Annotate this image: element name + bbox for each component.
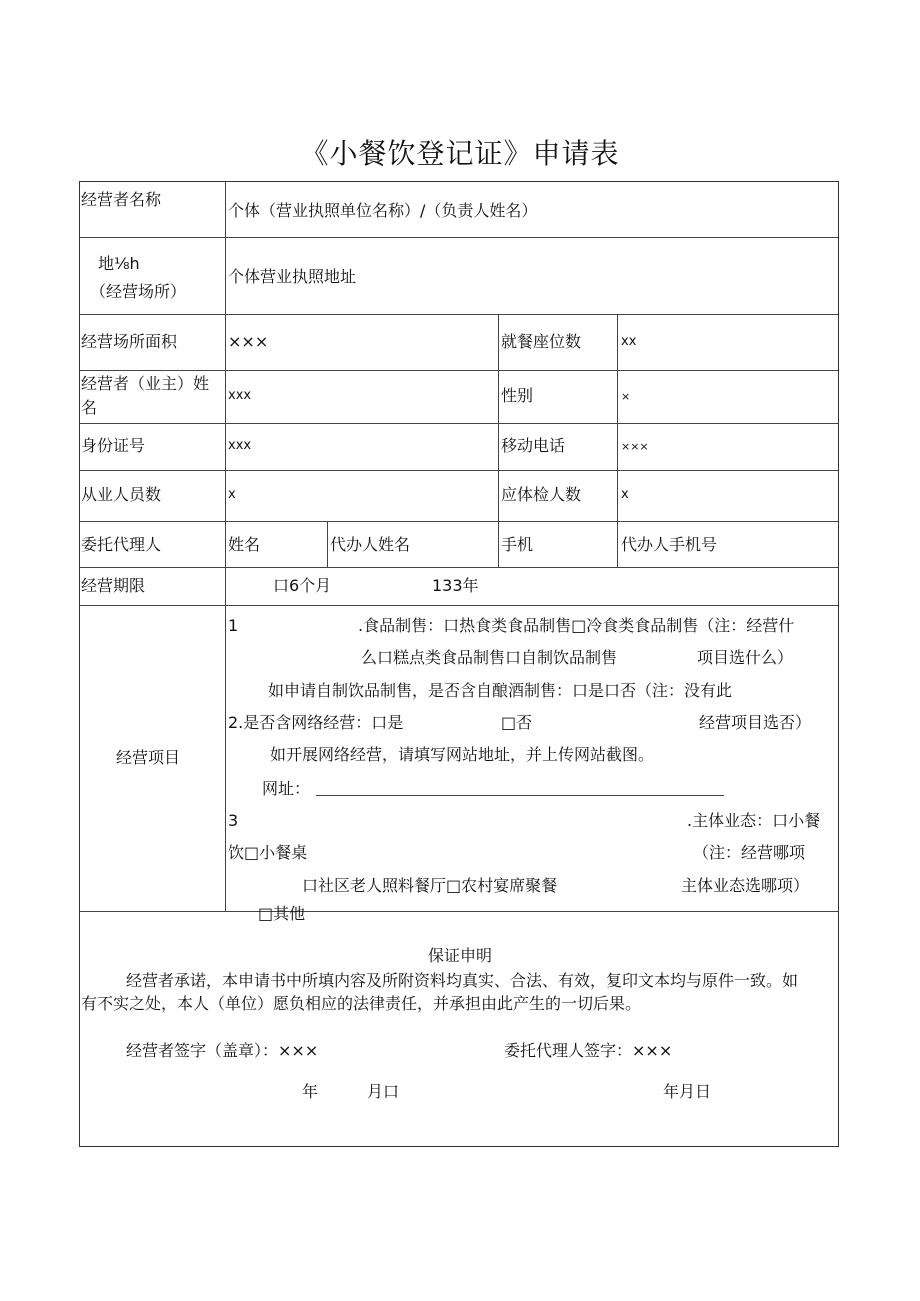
agent-label: 委托代理人 <box>81 535 162 554</box>
row-divider <box>80 470 838 471</box>
row-divider <box>80 521 838 522</box>
business-website-instruction: 如开展网络经营，请填写网站地址，并上传网站截图。 <box>270 745 655 764</box>
row-divider <box>80 605 838 606</box>
area-label: 经营场所面积 <box>81 332 178 351</box>
business-home-brew-question[interactable]: 如申请自制饮品制售，是否含自酿酒制售：口是口否（注：没有此 <box>268 681 733 700</box>
business-format-options[interactable]: 饮□小餐桌 <box>228 843 308 862</box>
business-item-3-number: 3 <box>228 811 239 830</box>
id-number-value[interactable]: xxx <box>228 438 252 453</box>
seats-label: 就餐座位数 <box>501 332 582 351</box>
owner-name-value[interactable]: xxx <box>228 388 252 403</box>
address-label-sub: （经营场所） <box>90 282 187 301</box>
column-divider <box>498 314 499 567</box>
gender-value[interactable]: × <box>621 390 631 403</box>
guarantee-text-line1: 经营者承诺，本申请书中所填内容及所附资料均真实、合法、有效，复印文本均与原件一致。如 <box>126 971 799 990</box>
business-note-3: （注：经营哪项 <box>693 843 806 862</box>
guarantee-heading: 保证申明 <box>428 946 493 965</box>
agent-name-value[interactable]: 代办人姓名 <box>330 535 411 554</box>
staff-count-value[interactable]: x <box>228 487 236 502</box>
row-divider <box>80 314 838 315</box>
staff-count-label: 从业人员数 <box>81 485 162 504</box>
business-item-1-number: 1 <box>228 616 239 635</box>
operator-name-label: 经营者名称 <box>81 190 162 209</box>
operator-signature[interactable]: 经营者签字（盖章）：××× <box>126 1041 319 1060</box>
business-item-food-sales-cont[interactable]: 么口糕点类食品制售口自制饮品制售 <box>361 648 618 667</box>
website-input-line[interactable] <box>316 795 724 796</box>
id-number-label: 身份证号 <box>81 436 146 455</box>
row-divider <box>80 370 838 371</box>
gender-label: 性别 <box>501 386 534 405</box>
business-items-label: 经营项目 <box>116 748 181 767</box>
agent-name-label: 姓名 <box>228 535 261 554</box>
area-value[interactable]: ××× <box>228 332 269 351</box>
column-divider <box>617 314 618 567</box>
agent-phone-value[interactable]: 代办人手机号 <box>621 535 718 554</box>
checkup-count-label: 应体检人数 <box>501 485 582 504</box>
operator-date-month[interactable]: 月口 <box>367 1082 400 1101</box>
seats-value[interactable]: xx <box>621 334 637 349</box>
column-divider <box>327 521 328 567</box>
row-divider <box>80 911 838 912</box>
guarantee-text-line2: 有不实之处，本人（单位）愿负相应的法律责任，并承担由此产生的一切后果。 <box>81 994 642 1013</box>
mobile-value[interactable]: ××× <box>621 440 649 453</box>
mobile-label: 移动电话 <box>501 436 566 455</box>
row-divider <box>80 423 838 424</box>
address-label: 地⅛h <box>98 254 140 273</box>
business-note-1: 项目选什么） <box>697 648 794 667</box>
column-divider <box>225 182 226 911</box>
business-overflow-clip <box>258 902 338 923</box>
agent-signature[interactable]: 委托代理人签字：××× <box>504 1041 673 1060</box>
checkup-count-value[interactable]: x <box>621 487 629 502</box>
period-option-years[interactable]: 133年 <box>432 576 479 595</box>
operator-name-value[interactable]: 个体（营业执照单位名称）/（负责人姓名） <box>228 201 538 220</box>
business-item-online[interactable]: 2.是否含网络经营：口是 <box>228 713 404 732</box>
owner-name-label-cont: 名 <box>81 398 98 417</box>
address-value[interactable]: 个体营业执照地址 <box>228 267 357 286</box>
business-item-main-format[interactable]: .主体业态：口小餐 <box>687 811 821 830</box>
row-divider <box>80 237 838 238</box>
row-divider <box>80 567 838 568</box>
business-format-options-cont[interactable]: 口社区老人照料餐厅□农村宴席聚餐 <box>302 876 558 895</box>
website-label: 网址： <box>262 779 311 798</box>
operator-date-year[interactable]: 年 <box>302 1082 319 1101</box>
business-format-other[interactable]: □其他 <box>258 904 306 923</box>
business-online-no-option[interactable]: □否 <box>501 713 533 732</box>
agent-phone-label: 手机 <box>501 535 534 554</box>
period-label: 经营期限 <box>81 576 146 595</box>
period-option-6-months[interactable]: 口6个月 <box>273 576 332 595</box>
business-note-3-cont: 主体业态选哪项） <box>681 876 810 895</box>
business-item-food-sales[interactable]: .食品制售：口热食类食品制售□冷食类食品制售（注：经营什 <box>358 616 795 635</box>
agent-date[interactable]: 年月日 <box>663 1082 712 1101</box>
business-note-2: 经营项目选否） <box>699 713 812 732</box>
owner-name-label: 经营者（业主）姓 <box>81 374 210 393</box>
page-title: 《小餐饮登记证》申请表 <box>300 137 620 170</box>
